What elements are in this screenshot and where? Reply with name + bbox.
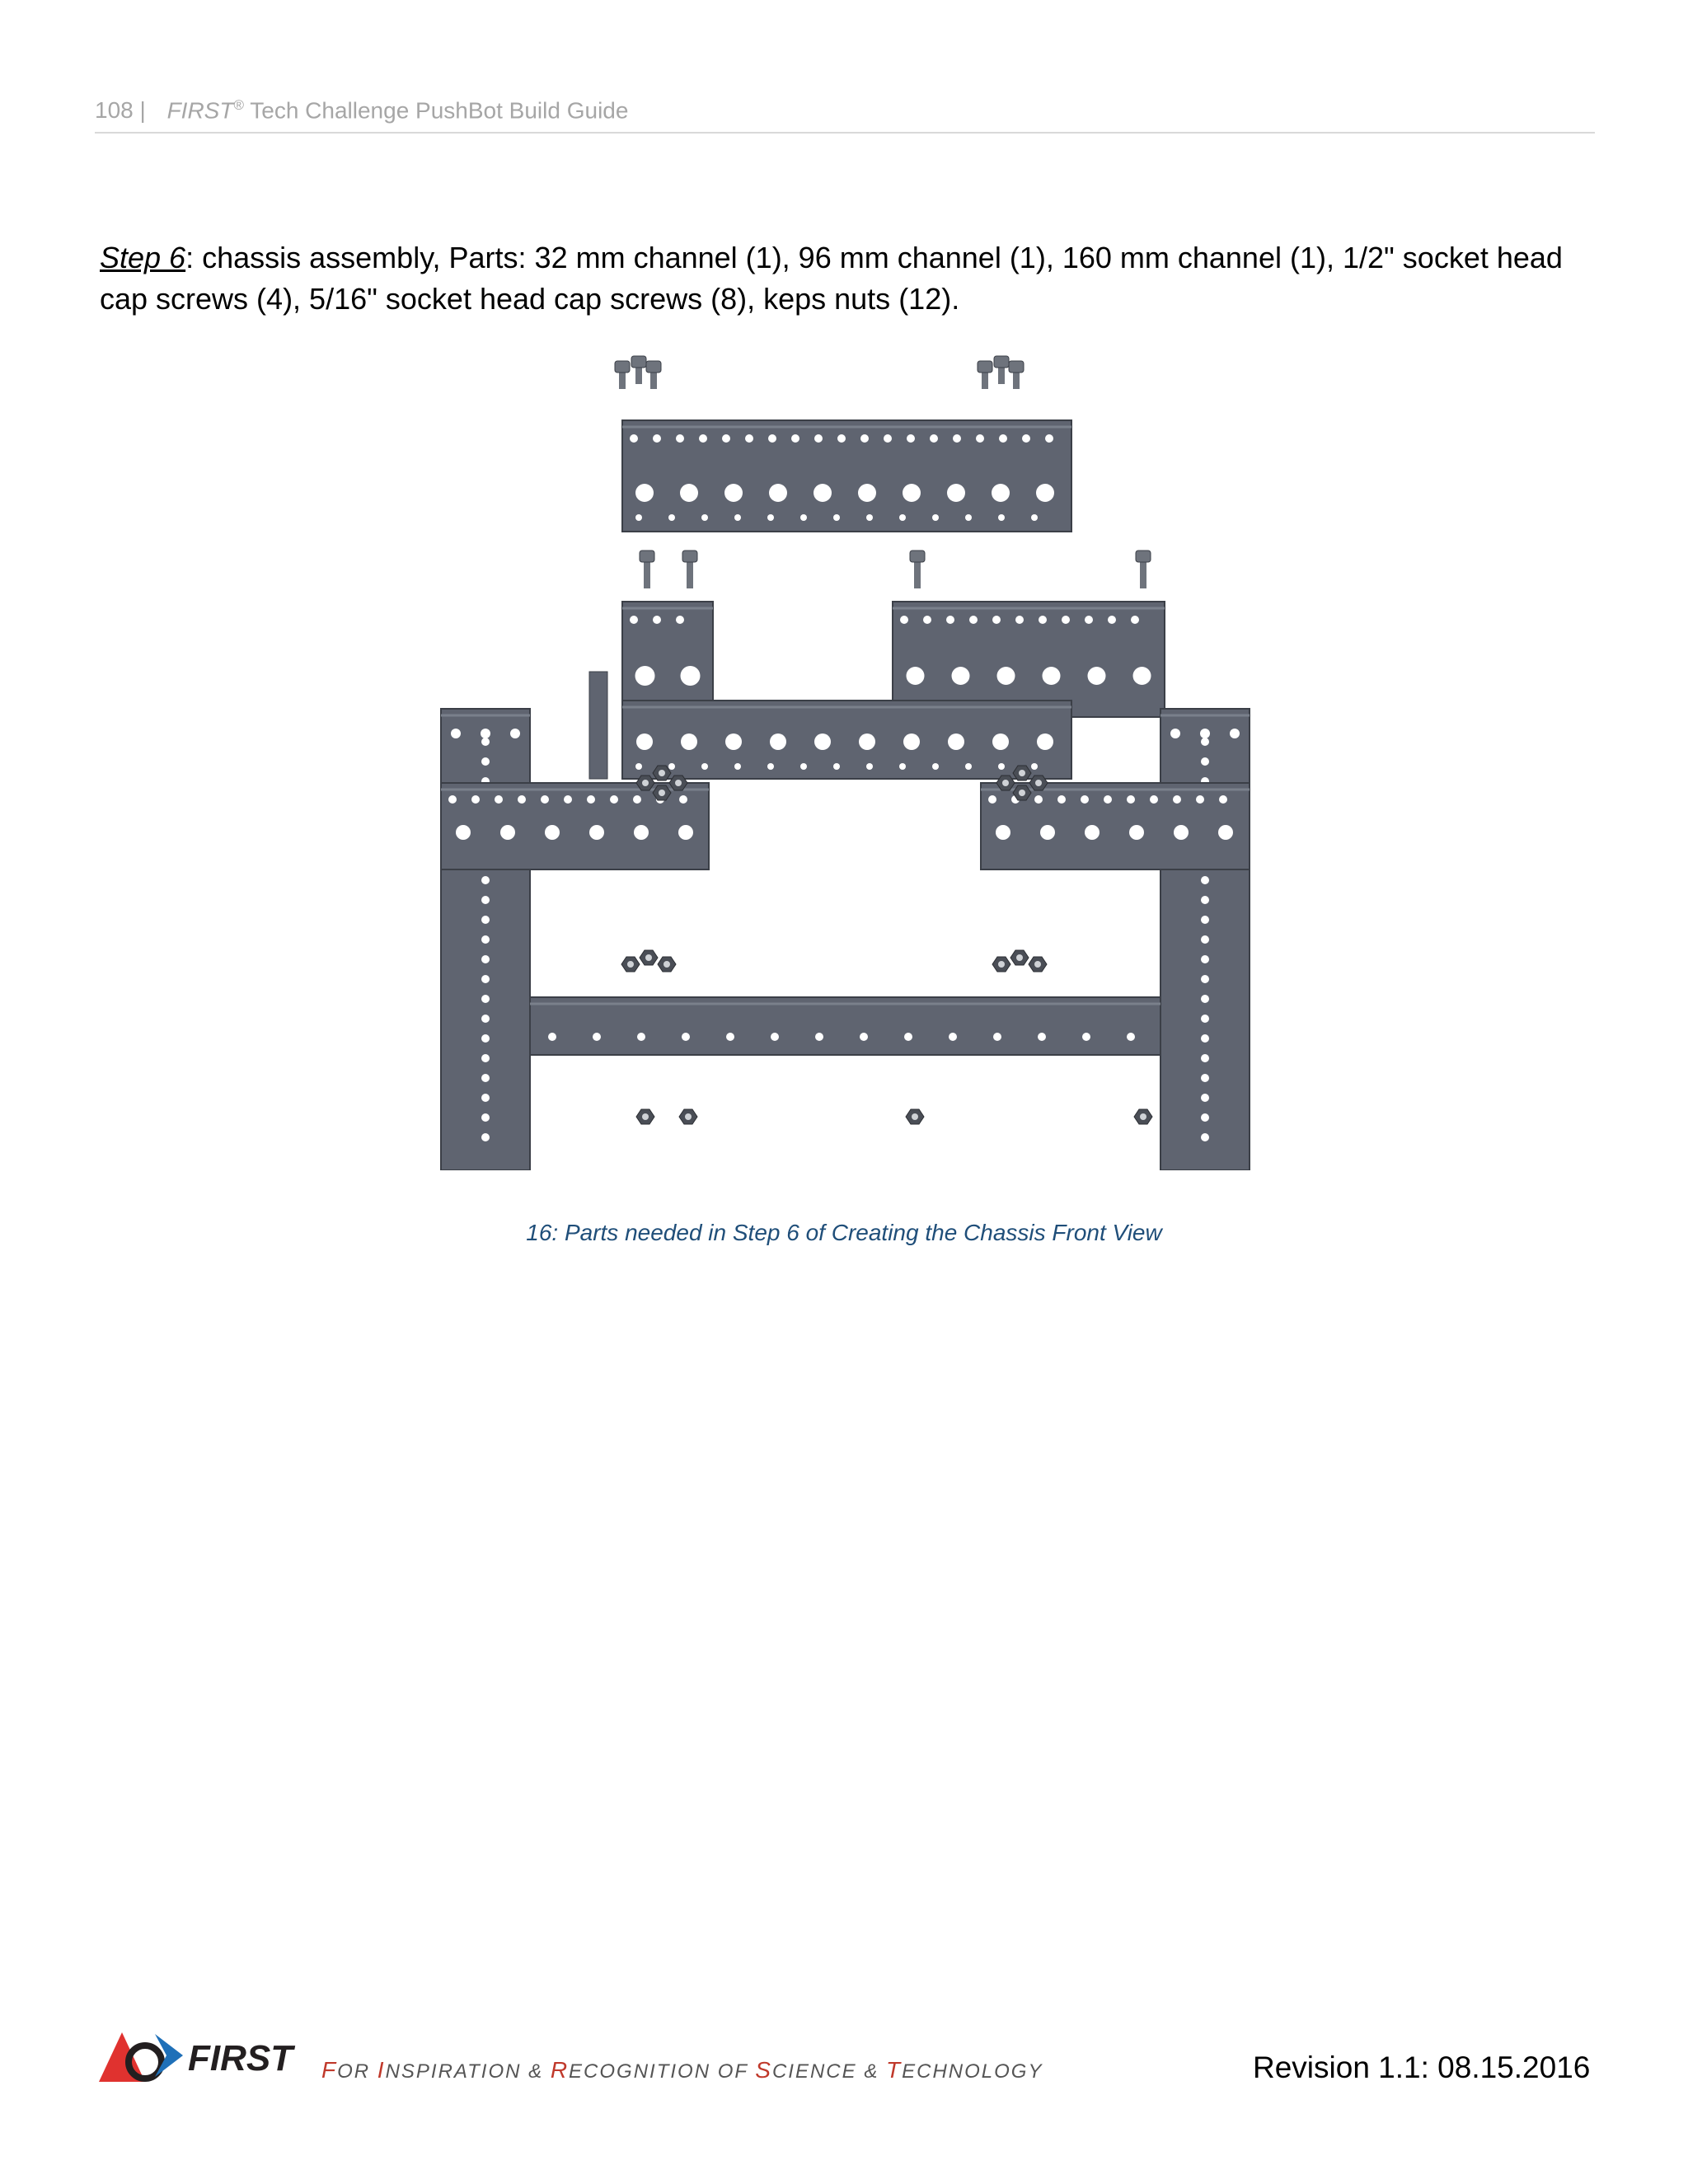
right-rail-hole [1201, 757, 1209, 766]
left-side-arm-hole [500, 825, 515, 840]
screw-head [910, 551, 925, 562]
channel-160mm-hole [1045, 434, 1053, 443]
channel-mid-hole [701, 763, 708, 770]
channel-160mm-hole [965, 514, 972, 521]
left-side-arm-hole [448, 795, 457, 804]
channel-96mm-hole [900, 616, 908, 624]
right-rail-hole [1201, 1094, 1209, 1102]
keps-nut-hole [1016, 954, 1023, 961]
left-vertical-rail-hole [481, 729, 490, 738]
channel-96mm-hole [1043, 667, 1061, 685]
right-vertical-rail-hole [1230, 729, 1240, 738]
left-side-arm-hole [545, 825, 560, 840]
keps-nut-hole [663, 961, 670, 968]
right-side-arm-hole [1129, 825, 1144, 840]
channel-160mm-hole [800, 514, 807, 521]
page-header [95, 97, 1595, 134]
chassis-assembly-drawing [433, 346, 1257, 1170]
tagline-segment: CIENCE & [771, 2060, 886, 2083]
channel-160mm-hole [724, 484, 743, 502]
left-side-arm-hole [634, 825, 649, 840]
channel-160mm-hole [833, 514, 840, 521]
bottom-cross-channel-hole [1127, 1033, 1135, 1041]
channel-160mm-hole [999, 434, 1007, 443]
tagline-segment: OR [337, 2060, 377, 2083]
screw-head [615, 361, 630, 373]
left-side-arm-hole [633, 795, 641, 804]
channel-mid-hole [903, 733, 920, 750]
left-side-arm-hole [495, 795, 503, 804]
screw-head [682, 551, 697, 562]
channel-160mm-hole [953, 434, 961, 443]
keps-nut-hole [1002, 780, 1009, 786]
channel-160mm-hole [769, 484, 787, 502]
left-rail-hole [481, 1133, 490, 1141]
figure-caption: 16: Parts needed in Step 6 of Creating the Chassis Front View [526, 1220, 1162, 1245]
keps-nut-hole [1034, 961, 1041, 968]
left-side-arm-hole [471, 795, 480, 804]
tagline-segment: T [886, 2057, 903, 2083]
channel-96mm-hole [997, 667, 1015, 685]
channel-32mm-hole [681, 666, 701, 686]
left-rail-hole [481, 1113, 490, 1122]
channel-160mm-hole [992, 484, 1010, 502]
screw-shank [1140, 560, 1146, 588]
right-vertical-rail-hole [1200, 729, 1210, 738]
screw-shank [650, 371, 657, 389]
channel-mid-hole [965, 763, 972, 770]
channel-96mm-hole [1133, 667, 1151, 685]
channel-160mm-hole [866, 514, 873, 521]
tagline-segment: R [550, 2057, 570, 2083]
left-side-arm-hole [518, 795, 526, 804]
left-rail-hole [481, 896, 490, 904]
right-side-arm-hole [996, 825, 1010, 840]
screw-shank [687, 560, 693, 588]
bottom-cross-channel [530, 997, 1160, 1055]
right-rail-hole [1201, 896, 1209, 904]
left-side-arm-hole [589, 825, 604, 840]
footer-tagline [321, 2057, 1043, 2083]
left-side-arm-hole [587, 795, 595, 804]
channel-96mm-hole [1108, 616, 1116, 624]
channel-mid-hole [866, 763, 873, 770]
channel-mid-hole [948, 733, 964, 750]
left-rail-hole [481, 757, 490, 766]
first-logo [97, 2026, 312, 2085]
bottom-cross-channel-hole [860, 1033, 868, 1041]
right-rail-hole [1201, 1015, 1209, 1023]
channel-mid-hole [899, 763, 906, 770]
channel-96mm-hole [992, 616, 1001, 624]
right-rail-hole [1201, 916, 1209, 924]
screw-head [978, 361, 992, 373]
channel-160mm-hole [653, 434, 661, 443]
tagline-segment: F [321, 2057, 338, 2083]
channel-mid-hole [998, 763, 1005, 770]
keps-nut-hole [659, 770, 665, 776]
right-side-arm-hole [1057, 795, 1066, 804]
left-side-arm-hole [610, 795, 618, 804]
right-rail-hole [1201, 1034, 1209, 1043]
keps-nut-hole [645, 954, 652, 961]
left-rail-hole [481, 738, 490, 746]
channel-160mm-hole [701, 514, 708, 521]
screw-shank [982, 371, 988, 389]
screw-head [994, 356, 1009, 368]
bottom-cross-channel-hole [771, 1033, 779, 1041]
left-vertical-rail-hole [510, 729, 520, 738]
brand-name: FIRST [166, 97, 234, 124]
channel-32mm-hole [653, 616, 661, 624]
right-side-arm-hole [1034, 795, 1043, 804]
channel-mid-hole [859, 733, 875, 750]
channel-32mm-hole [676, 616, 684, 624]
right-rail-hole [1201, 1113, 1209, 1122]
left-rail-hole [481, 995, 490, 1003]
channel-mid-hole [725, 733, 742, 750]
channel-96mm-hole [1088, 667, 1106, 685]
header-title [167, 97, 629, 124]
keps-nut-hole [642, 1113, 649, 1120]
channel-32mm-hole [635, 666, 655, 686]
channel-160mm-hole [791, 434, 799, 443]
right-rail-hole [1201, 935, 1209, 944]
channel-160mm-hole [767, 514, 774, 521]
right-side-arm-hole [1218, 825, 1233, 840]
chassis-figure [433, 346, 1257, 1170]
logo-wordmark: FIRST [188, 2038, 293, 2079]
right-vertical-rail-hole [1170, 729, 1180, 738]
channel-160mm-hole [722, 434, 730, 443]
channel-160mm-hole [814, 484, 832, 502]
channel-160mm-hole [998, 514, 1005, 521]
keps-nut-hole [627, 961, 634, 968]
right-side-arm-hole [1040, 825, 1055, 840]
right-rail-hole [1201, 1074, 1209, 1082]
channel-160mm-hole [932, 514, 939, 521]
keps-nut-hole [1019, 790, 1025, 796]
channel-32mm-hole [630, 616, 638, 624]
channel-mid-hole [800, 763, 807, 770]
left-rail-hole [481, 1094, 490, 1102]
channel-160mm-hole [745, 434, 753, 443]
channel-160mm-hole [930, 434, 938, 443]
channel-96mm-hole [1015, 616, 1024, 624]
channel-mid-hole [767, 763, 774, 770]
bottom-cross-channel-hole [548, 1033, 556, 1041]
bottom-cross-channel-hole [682, 1033, 690, 1041]
tagline-segment: ECOGNITION OF [569, 2060, 756, 2083]
left-rail-hole [481, 935, 490, 944]
left-rail-hole [481, 975, 490, 983]
right-rail-hole [1201, 955, 1209, 963]
channel-mid-hole [1031, 763, 1038, 770]
channel-160mm-hole [907, 434, 915, 443]
channel-mid-hole [833, 763, 840, 770]
bottom-cross-channel-hole [1082, 1033, 1090, 1041]
channel-160mm-hole [734, 514, 741, 521]
page-number: 108 | [95, 97, 146, 124]
right-rail-hole [1201, 876, 1209, 884]
screw-head [631, 356, 646, 368]
channel-160mm-hole [858, 484, 876, 502]
channel-96mm-hole [923, 616, 931, 624]
step-text: : chassis assembly, Parts: 32 mm channel (1), 96 mm channel (1), 160 mm channel (1), 1/2" socket head cap screws (4), 5/16" socket head cap screws (8), keps nuts (12). [100, 241, 1563, 316]
channel-160mm-hole [768, 434, 776, 443]
bottom-cross-channel-hole [726, 1033, 734, 1041]
channel-160mm-hole [630, 434, 638, 443]
header-title-rest: Tech Challenge PushBot Build Guide [243, 97, 629, 124]
left-rail-hole [481, 876, 490, 884]
channel-mid-hole [770, 733, 786, 750]
right-side-arm-hole [1196, 795, 1204, 804]
channel-160mm-hole [1036, 484, 1054, 502]
keps-nut-hole [1140, 1113, 1146, 1120]
channel-160mm-hole [635, 484, 654, 502]
channel-160mm-hole [676, 434, 684, 443]
channel-96mm-hole [907, 667, 925, 685]
right-side-arm-hole [1127, 795, 1135, 804]
screw-shank [635, 366, 642, 384]
channel-160mm-hole [668, 514, 675, 521]
channel-96mm-hole [946, 616, 954, 624]
channel-mid-hole [932, 763, 939, 770]
right-rail-hole [1201, 1133, 1209, 1141]
channel-96mm-hole [1062, 616, 1070, 624]
right-side-arm-hole [1150, 795, 1158, 804]
left-rail-hole [481, 916, 490, 924]
right-side-arm-hole [1174, 825, 1189, 840]
channel-160mm-hole [947, 484, 965, 502]
left-rail-hole [481, 1074, 490, 1082]
right-side-arm-hole [1081, 795, 1089, 804]
channel-mid-hole [734, 763, 741, 770]
bottom-cross-channel-hole [815, 1033, 823, 1041]
step-label: Step 6 [100, 241, 186, 274]
screw-head [640, 551, 654, 562]
right-rail-hole [1201, 995, 1209, 1003]
channel-96mm-hole [952, 667, 970, 685]
left-rail-hole [481, 1054, 490, 1062]
step-instructions [100, 237, 1583, 320]
screw-shank [619, 371, 626, 389]
screw-shank [1013, 371, 1020, 389]
right-side-arm-hole [988, 795, 996, 804]
channel-160mm-hole [884, 434, 892, 443]
channel-mid-hole [1037, 733, 1053, 750]
tagline-segment: S [755, 2057, 772, 2083]
channel-160mm-hole [699, 434, 707, 443]
channel-160mm-hole [899, 514, 906, 521]
channel-160mm-hole [837, 434, 846, 443]
bottom-cross-channel-hole [949, 1033, 957, 1041]
bottom-cross-channel-hole [904, 1033, 912, 1041]
left-rail-hole [481, 1015, 490, 1023]
right-side-arm-hole [1173, 795, 1181, 804]
right-side-arm-hole [1219, 795, 1227, 804]
registered-mark: ® [233, 97, 244, 113]
channel-mid-hole [992, 733, 1009, 750]
keps-nut-hole [675, 780, 682, 786]
screw-shank [998, 366, 1005, 384]
channel-160mm-hole [1022, 434, 1030, 443]
bottom-cross-channel-hole [1038, 1033, 1046, 1041]
left-side-arm-hole [456, 825, 471, 840]
screw-head [646, 361, 661, 373]
screw-head [1009, 361, 1024, 373]
right-rail-hole [1201, 1054, 1209, 1062]
screw-shank [644, 560, 650, 588]
bottom-cross-channel-hole [637, 1033, 645, 1041]
left-side-arm-hole [679, 795, 687, 804]
channel-mid-hole [635, 763, 642, 770]
channel-mid-hole [681, 733, 697, 750]
screw-shank [914, 560, 921, 588]
right-rail-hole [1201, 738, 1209, 746]
bottom-cross-channel-hole [993, 1033, 1001, 1041]
channel-160mm-hole [976, 434, 984, 443]
left-side-arm-hole [678, 825, 693, 840]
channel-96mm-hole [1131, 616, 1139, 624]
channel-160mm-hole [903, 484, 921, 502]
channel-mid-hole [636, 733, 653, 750]
keps-nut-hole [998, 961, 1005, 968]
tagline-segment: ECHNOLOGY [902, 2060, 1043, 2083]
tagline-segment: NSPIRATION & [385, 2060, 551, 2083]
right-side-arm-hole [1104, 795, 1112, 804]
tagline-segment: I [377, 2057, 386, 2083]
right-rail-hole [1201, 975, 1209, 983]
keps-nut-hole [659, 790, 665, 796]
left-rail-hole [481, 1034, 490, 1043]
left-side-arm-hole [564, 795, 572, 804]
channel-160mm-hole [635, 514, 642, 521]
channel-160mm-hole [1031, 514, 1038, 521]
channel-96mm-hole [969, 616, 978, 624]
channel-160mm-hole [814, 434, 823, 443]
channel-96mm-hole [1039, 616, 1047, 624]
keps-nut-hole [642, 780, 649, 786]
channel-mid-hole [668, 763, 675, 770]
revision-date: Revision 1.1: 08.15.2016 [1253, 2050, 1591, 2084]
channel-mid-hole [814, 733, 831, 750]
left-vertical-rail-hole [451, 729, 461, 738]
keps-nut-hole [912, 1113, 918, 1120]
bottom-cross-channel-hole [593, 1033, 601, 1041]
keps-nut-hole [1019, 770, 1025, 776]
right-side-arm-hole [1085, 825, 1100, 840]
channel-96mm-hole [1085, 616, 1093, 624]
channel-160mm-hole [680, 484, 698, 502]
keps-nut-hole [685, 1113, 692, 1120]
keps-nut-hole [1035, 780, 1042, 786]
standoff-post [589, 672, 607, 779]
screw-head [1136, 551, 1151, 562]
left-rail-hole [481, 955, 490, 963]
left-side-arm-hole [541, 795, 549, 804]
channel-160mm-hole [860, 434, 869, 443]
